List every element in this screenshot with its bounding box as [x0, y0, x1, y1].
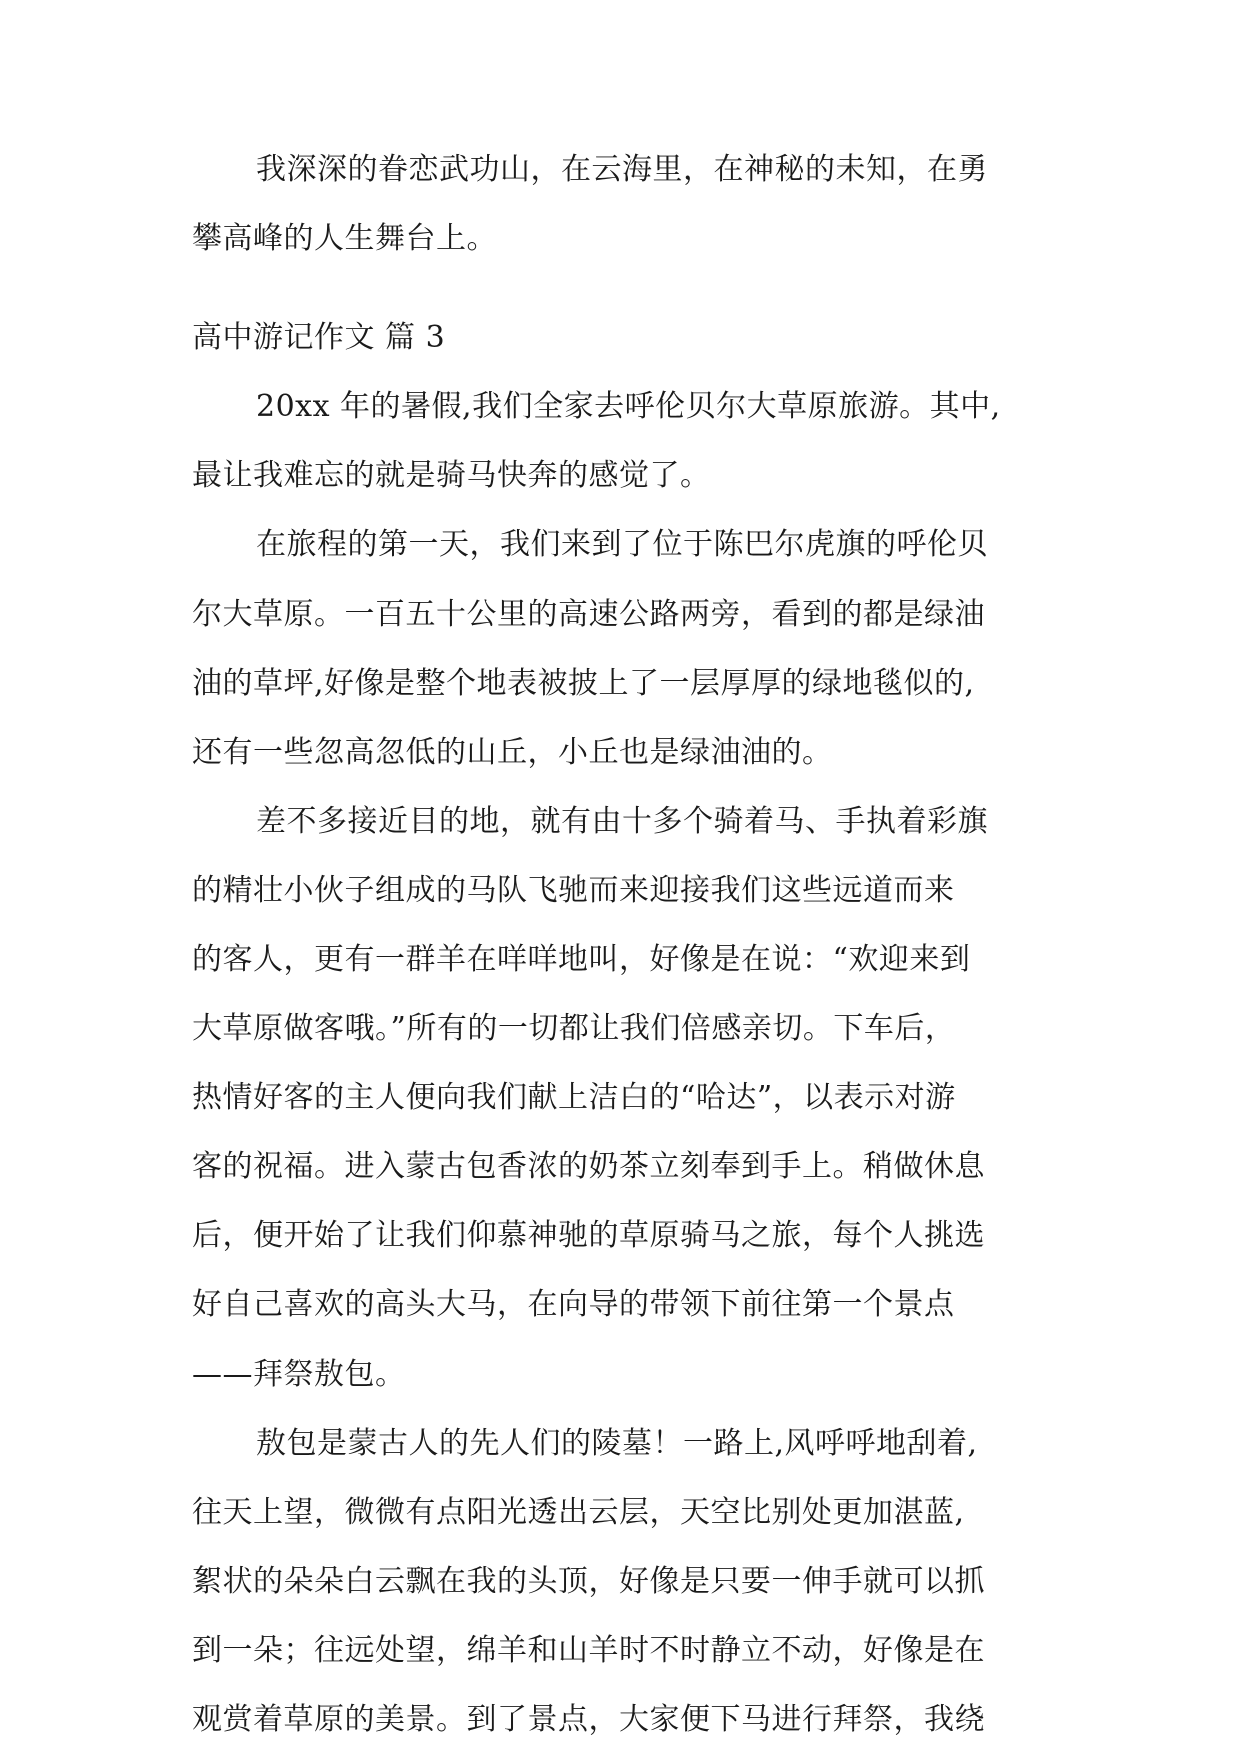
paragraph-line: 还有一些忽高忽低的山丘，小丘也是绿油油的。 [192, 735, 833, 770]
paragraph-line: 到一朵；往远处望，绵羊和山羊时不时静立不动，好像是在 [192, 1633, 985, 1668]
paragraph-line: 油的草坪,好像是整个地表被披上了一层厚厚的绿地毯似的, [192, 666, 975, 701]
paragraph-line: 差不多接近目的地，就有由十多个骑着马、手执着彩旗 [256, 804, 988, 839]
paragraph-line: 热情好客的主人便向我们献上洁白的“哈达”，以表示对游 [192, 1080, 956, 1115]
paragraph-line: 20xx 年的暑假,我们全家去呼伦贝尔大草原旅游。其中, [256, 389, 1001, 424]
paragraph-line: 敖包是蒙古人的先人们的陵墓！一路上,风呼呼地刮着, [256, 1426, 978, 1461]
section-title: 高中游记作文 篇 3 [192, 320, 446, 355]
paragraph-line: 在旅程的第一天，我们来到了位于陈巴尔虎旗的呼伦贝 [256, 527, 988, 562]
paragraph-line: 大草原做客哦。”所有的一切都让我们倍感亲切。下车后， [192, 1011, 956, 1046]
paragraph-line: 我深深的眷恋武功山，在云海里，在神秘的未知，在勇 [256, 152, 988, 187]
paragraph-line: 絮状的朵朵白云飘在我的头顶，好像是只要一伸手就可以抓 [192, 1564, 985, 1599]
paragraph-line: 好自己喜欢的高头大马，在向导的带领下前往第一个景点 [192, 1287, 955, 1322]
paragraph-line: 的精壮小伙子组成的马队飞驰而来迎接我们这些远道而来 [192, 873, 955, 908]
paragraph-line: 后，便开始了让我们仰慕神驰的草原骑马之旅，每个人挑选 [192, 1218, 985, 1253]
paragraph-line: 的客人，更有一群羊在咩咩地叫，好像是在说：“欢迎来到 [192, 942, 971, 977]
paragraph-line: 往天上望，微微有点阳光透出云层，天空比别处更加湛蓝, [192, 1495, 965, 1530]
paragraph-line: 客的祝福。进入蒙古包香浓的奶茶立刻奉到手上。稍做休息 [192, 1149, 985, 1184]
paragraph-line: 攀高峰的人生舞台上。 [192, 221, 497, 256]
paragraph-line: ——拜祭敖包。 [192, 1357, 406, 1392]
paragraph-line: 尔大草原。一百五十公里的高速公路两旁，看到的都是绿油 [192, 597, 985, 632]
paragraph-line: 观赏着草原的美景。到了景点，大家便下马进行拜祭，我绕 [192, 1702, 985, 1737]
paragraph-line: 最让我难忘的就是骑马快奔的感觉了。 [192, 458, 711, 493]
